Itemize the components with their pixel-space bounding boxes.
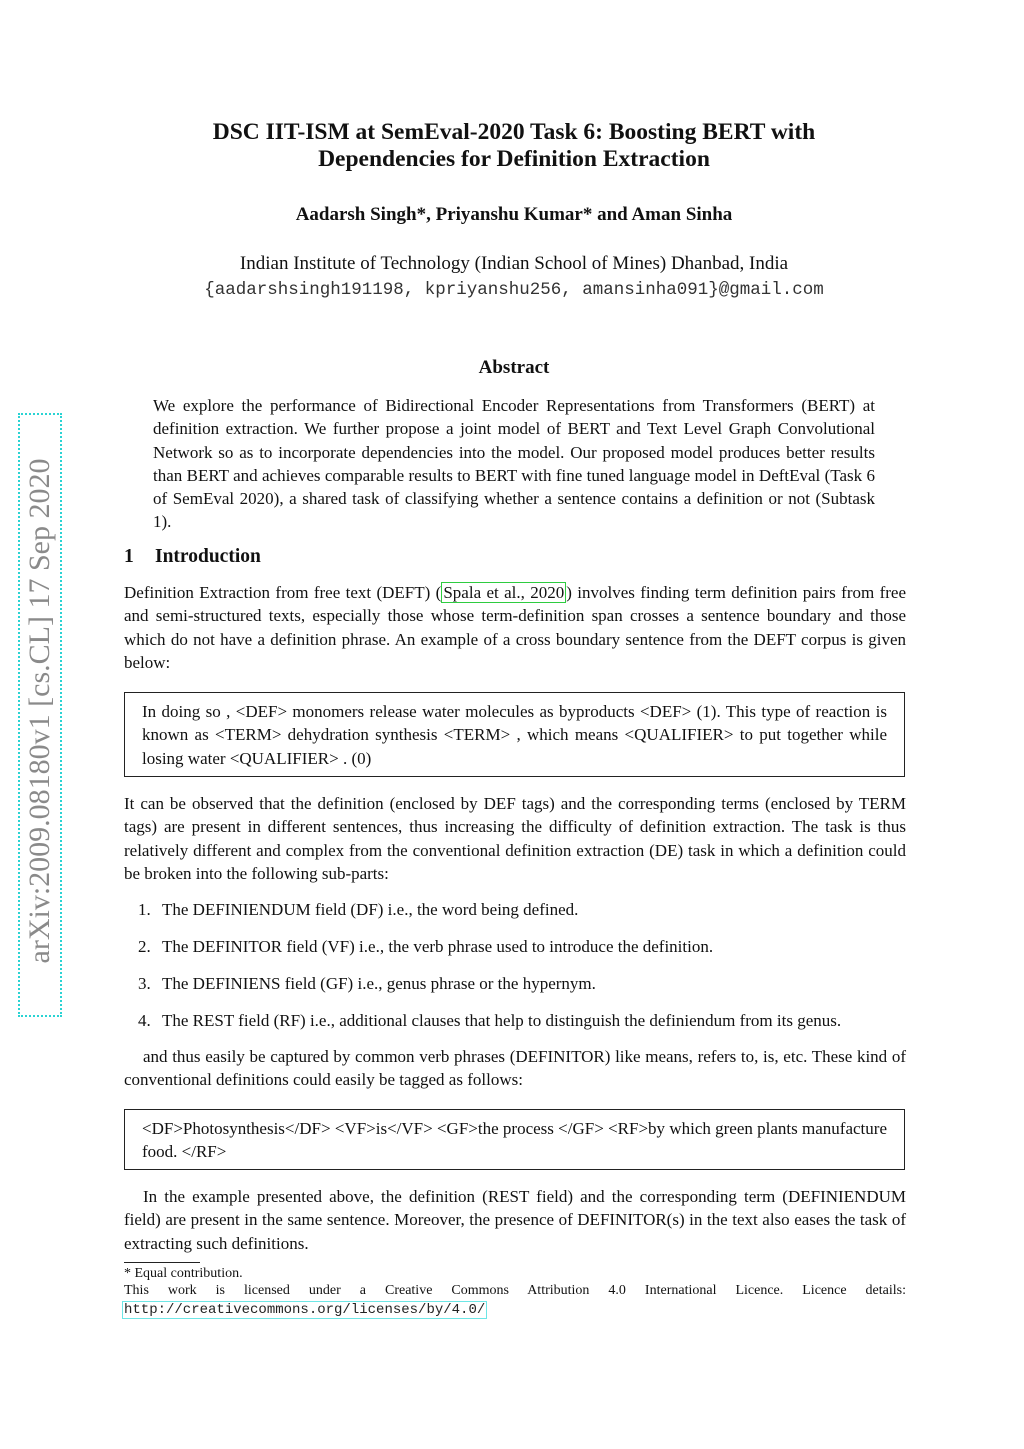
list-text: The DEFINITOR field (VF) i.e., the verb phrase used to introduce the definition. (162, 937, 714, 956)
paper-title (124, 119, 904, 173)
example-box-cross-boundary (124, 692, 905, 777)
licence-url-wrapper (122, 1300, 487, 1319)
section-heading-introduction (124, 545, 261, 569)
example-box-tagged-definition (124, 1109, 905, 1170)
list-number: 1. (138, 900, 151, 919)
paragraph-text: ) involves finding term definition pairs from free and semi-structured texts, especially those whose term-definition span crosses a sentence boundary and those which do not have a definition phrase. An example of a cross boundary sentence from the DEFT corpus is given below: (124, 583, 906, 672)
citation-link[interactable]: Spala et al., 2020 (443, 583, 565, 602)
section-number: 1 (124, 546, 134, 567)
list-number: 2. (138, 937, 151, 956)
section-title: Introduction (155, 546, 261, 567)
abstract-heading: Abstract (478, 357, 550, 378)
intro-paragraph-2: It can be observed that the definition (enclosed by DEF tags) and the corresponding terms (enclosed by TERM tags) are present in different sentences, thus increasing the difficulty of definition extraction. The task is thus relatively different and complex from the conventional definition extraction (DE) task in which a definition could be broken into the following sub-parts: (124, 794, 906, 883)
list-item (138, 1009, 841, 1032)
list-text: The REST field (RF) i.e., additional clauses that help to distinguish the definiendum from its genus. (162, 1011, 842, 1030)
arxiv-identifier[interactable]: arXiv:2009.08180v1 [cs.CL] 17 Sep 2020 (23, 458, 56, 964)
intro-paragraph-1 (124, 581, 906, 674)
title-line-2: Dependencies for Definition Extraction (318, 146, 710, 172)
intro-paragraph-4: In the example presented above, the definition (REST field) and the corresponding term (DEFINIENDUM field) are present in the same sentence. Moreover, the presence of DEFINITOR(s) in the text also eases the task of extracting such definitions. (124, 1187, 906, 1253)
author-emails: {aadarshsingh191198, kpriyanshu256, amansinha091}@gmail.com (204, 280, 824, 300)
list-item (138, 935, 713, 958)
abstract-text: We explore the performance of Bidirectional Encoder Representations from Transformers (BERT) at definition extraction. We further propose a joint model of BERT and Text Level Graph Convolutional Network so as to incorporate dependencies into the model. Our proposed model produces better results than BERT and achieves comparable results to BERT with fine tuned language model in DeftEval (Task 6 of SemEval 2020), a shared task of classifying whether a sentence contains a definition or not (Subtask 1). (153, 396, 875, 532)
example-text: In doing so , <DEF> monomers release water molecules as byproducts <DEF> (1). This type of reaction is known as <TERM> dehydration synthesis <TERM> , which means <QUALIFIER> to put together while losing water <QUALIFIER> . (0) (142, 702, 887, 768)
list-text: The DEFINIENDUM field (DF) i.e., the word being defined. (162, 900, 579, 919)
list-text: The DEFINIENS field (GF) i.e., genus phrase or the hypernym. (162, 974, 596, 993)
footnote-equal-contribution: * Equal contribution. (124, 1266, 243, 1281)
example-text: <DF>Photosynthesis</DF> <VF>is</VF> <GF>the process </GF> <RF>by which green plants manufacture food. </RF> (142, 1119, 887, 1162)
affiliation: Indian Institute of Technology (Indian School of Mines) Dhanbad, India (239, 253, 789, 274)
list-item (138, 972, 596, 995)
intro-paragraph-3: and thus easily be captured by common verb phrases (DEFINITOR) like means, refers to, is, etc. These kind of conventional definitions could easily be tagged as follows: (124, 1047, 906, 1090)
list-item (138, 898, 578, 921)
title-line-1: DSC IIT-ISM at SemEval-2020 Task 6: Boosting BERT with (212, 119, 816, 145)
footnote-licence: This work is licensed under a Creative Commons Attribution 4.0 International Licence. Licence details: (124, 1283, 906, 1298)
list-number: 4. (138, 1011, 151, 1030)
footnote-rule (124, 1262, 200, 1263)
paragraph-text: Definition Extraction from free text (DEFT) ( (124, 583, 442, 602)
licence-url-link[interactable]: http://creativecommons.org/licenses/by/4.0/ (124, 1302, 486, 1318)
list-number: 3. (138, 974, 151, 993)
author-list: Aadarsh Singh*, Priyanshu Kumar* and Aman Sinha (295, 204, 733, 225)
